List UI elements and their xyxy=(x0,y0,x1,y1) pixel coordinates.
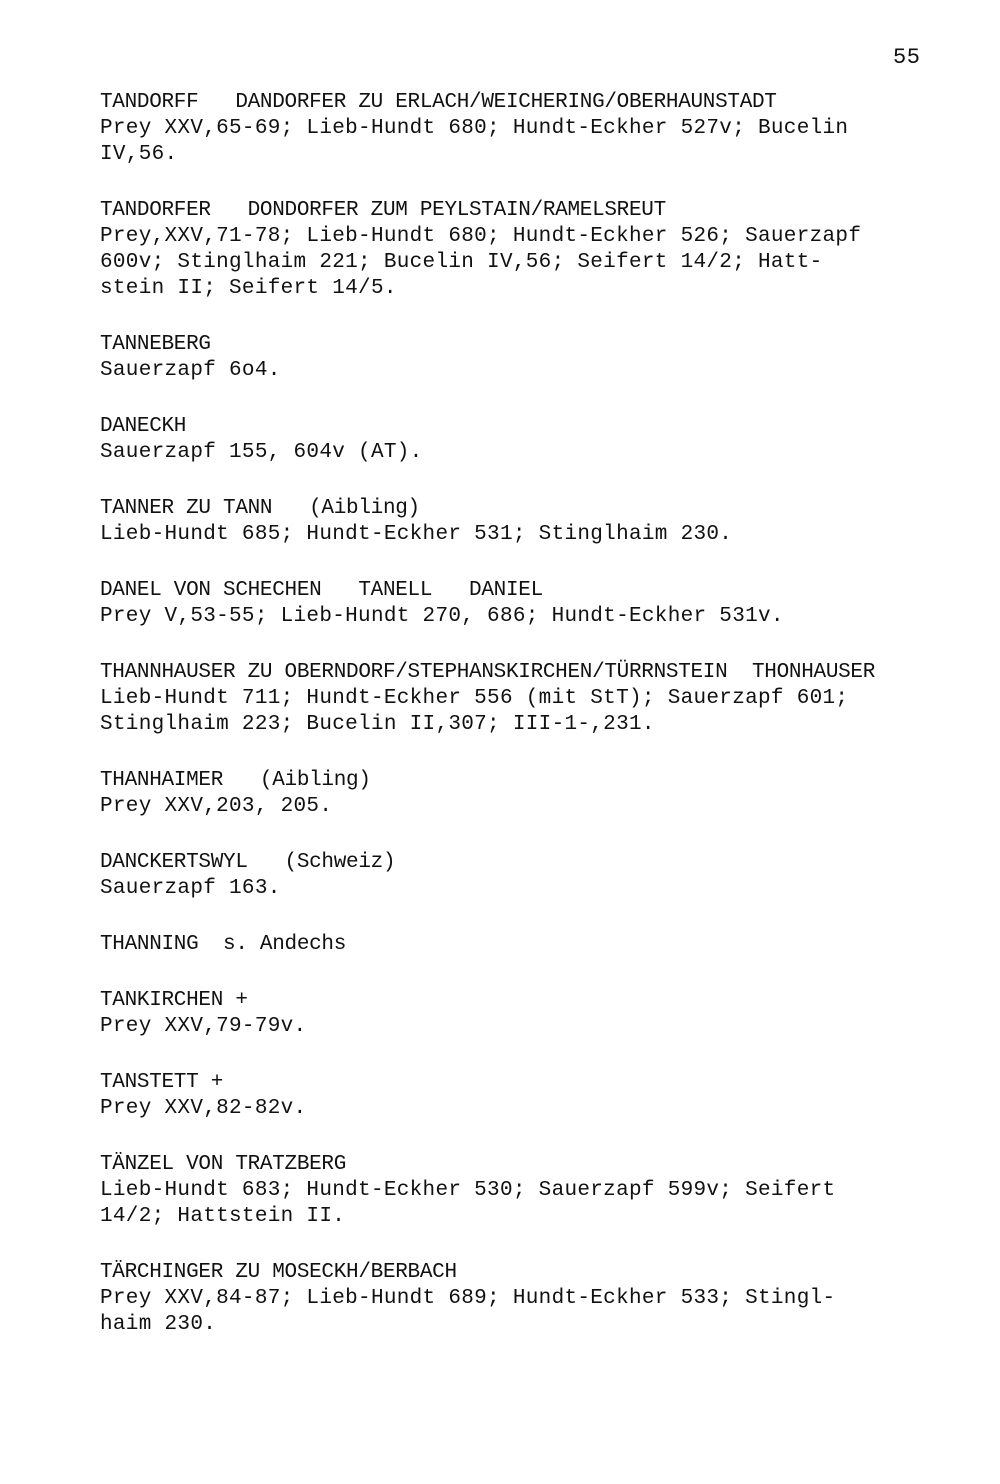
entry-line: Sauerzapf 155, 604v (AT). xyxy=(100,441,423,464)
entry xyxy=(100,496,990,548)
entry-line: 600v; Stinglhaim 221; Bucelin IV,56; Seifert 14/2; Hatt- xyxy=(100,251,823,274)
entry-line: Prey XXV,65-69; Lieb-Hundt 680; Hundt-Eckher 527v; Bucelin xyxy=(100,117,849,140)
entry-line: Sauerzapf 6o4. xyxy=(100,359,281,382)
entry-line: Prey,XXV,71-78; Lieb-Hundt 680; Hundt-Eckher 526; Sauerzapf xyxy=(100,225,862,248)
entry-line: haim 230. xyxy=(100,1313,217,1336)
entry-heading: THANNING s. Andechs xyxy=(100,933,347,956)
entry-heading: TANSTETT + xyxy=(100,1071,224,1094)
entry xyxy=(100,932,990,958)
entry xyxy=(100,1152,990,1230)
entry xyxy=(100,768,990,820)
entry xyxy=(100,850,990,902)
entry-line: Lieb-Hundt 711; Hundt-Eckher 556 (mit StT); Sauerzapf 601; xyxy=(100,687,849,710)
entry-line: Stinglhaim 223; Bucelin II,307; III-1-,231. xyxy=(100,713,655,736)
entry-heading: TÄNZEL VON TRATZBERG xyxy=(100,1153,347,1176)
entry xyxy=(100,988,990,1040)
page-number: 55 xyxy=(893,45,921,70)
entry xyxy=(100,660,990,738)
entry-line: Lieb-Hundt 683; Hundt-Eckher 530; Sauerzapf 599v; Seifert xyxy=(100,1179,836,1202)
entry-heading: TANNER ZU TANN (Aibling) xyxy=(100,497,420,520)
entry-line: Lieb-Hundt 685; Hundt-Eckher 531; Stinglhaim 230. xyxy=(100,523,733,546)
entry-line: Prey XXV,82-82v. xyxy=(100,1097,307,1120)
entry-heading: THANNHAUSER ZU OBERNDORF/STEPHANSKIRCHEN/TÜRRNSTEIN THONHAUSER xyxy=(100,661,876,684)
entry-line: Sauerzapf 163. xyxy=(100,877,281,900)
entry-line: Prey XXV,203, 205. xyxy=(100,795,333,818)
entry xyxy=(100,1260,990,1338)
entry-heading: DANEL VON SCHECHEN TANELL DANIEL xyxy=(100,579,543,602)
entry-heading: TANDORFF DANDORFER ZU ERLACH/WEICHERING/OBERHAUNSTADT xyxy=(100,91,777,114)
entry xyxy=(100,332,990,384)
entry xyxy=(100,578,990,630)
entry-heading: TANKIRCHEN + xyxy=(100,989,248,1012)
entry xyxy=(100,198,990,302)
entry-line: stein II; Seifert 14/5. xyxy=(100,277,397,300)
entry xyxy=(100,90,990,168)
entry-heading: TÄRCHINGER ZU MOSECKH/BERBACH xyxy=(100,1261,457,1284)
entry-line: Prey XXV,84-87; Lieb-Hundt 689; Hundt-Eckher 533; Stingl- xyxy=(100,1287,836,1310)
entry-heading: THANHAIMER (Aibling) xyxy=(100,769,371,792)
entry-list xyxy=(100,90,990,1368)
entry-line: Prey V,53-55; Lieb-Hundt 270, 686; Hundt-Eckher 531v. xyxy=(100,605,784,628)
entry-line: IV,56. xyxy=(100,143,178,166)
entry-heading: DANCKERTSWYL (Schweiz) xyxy=(100,851,396,874)
entry-heading: DANECKH xyxy=(100,415,187,438)
entry-line: Prey XXV,79-79v. xyxy=(100,1015,307,1038)
entry-heading: TANDORFER DONDORFER ZUM PEYLSTAIN/RAMELSREUT xyxy=(100,199,666,222)
entry-heading: TANNEBERG xyxy=(100,333,211,356)
entry xyxy=(100,414,990,466)
entry-line: 14/2; Hattstein II. xyxy=(100,1205,346,1228)
entry xyxy=(100,1070,990,1122)
